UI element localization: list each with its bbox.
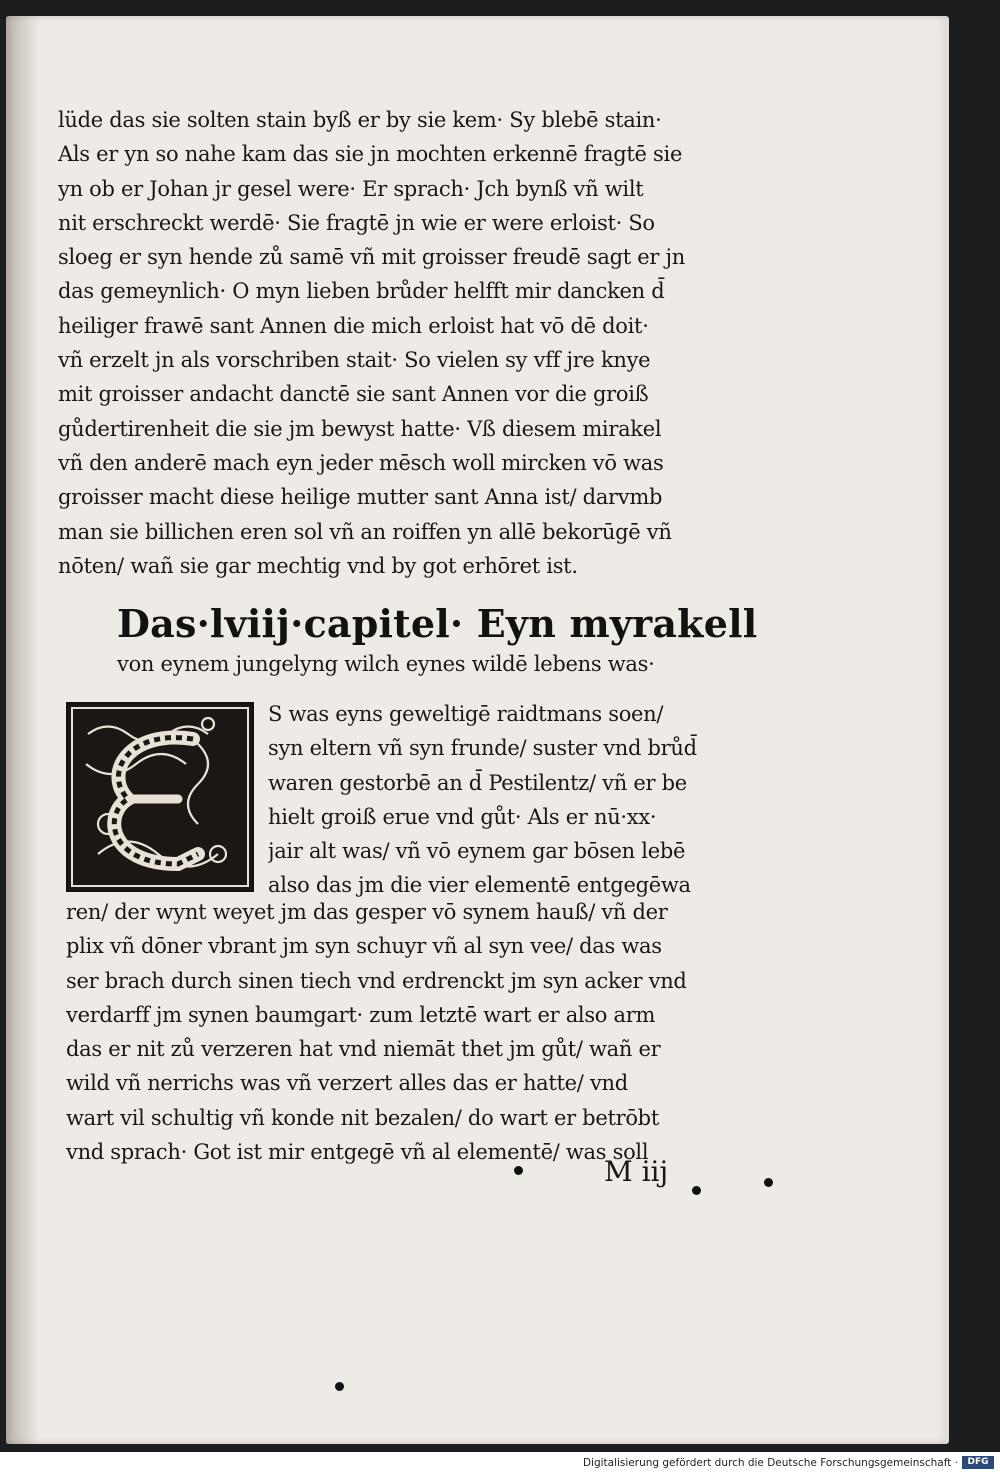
- top-text-block: [58, 103, 738, 583]
- text-line: S was eyns geweltigē raidtmans soen/: [268, 702, 664, 726]
- text-line: wild vñ nerrichs was vñ verzert alles das er hatte/ vnd: [66, 1071, 628, 1096]
- text-line: wart vil schultig vñ konde nit bezalen/ do wart er betrōbt: [66, 1105, 659, 1130]
- text-line: groisser macht diese heilige mutter sant Anna ist/ darvmb: [58, 485, 663, 510]
- text-line: lüde das sie solten stain byß er by sie kem· Sy blebē stain·: [58, 108, 662, 132]
- text-line: syn eltern vñ syn frunde/ suster vnd brůd̄: [268, 736, 697, 761]
- text-line: yn ob er Johan jr gesel were· Er sprach· Jch bynß vñ wilt: [58, 176, 644, 201]
- text-line: heiliger frawē sant Annen die mich erloist hat vō dē doit·: [58, 313, 649, 338]
- ink-dot-icon: [335, 1382, 344, 1391]
- ink-dot-icon: [692, 1186, 701, 1195]
- text-line: nit erschreckt werdē· Sie fragtē jn wie er were erloist· So: [58, 210, 655, 235]
- dfg-logo: DFG: [962, 1456, 994, 1469]
- decorated-initial-e-icon: [66, 702, 254, 892]
- text-line: ren/ der wynt weyet jm das gesper vō synem hauß/ vñ der: [66, 900, 668, 924]
- text-line: vnd sprach· Got ist mir entgegē vñ al elementē/ was soll: [66, 1140, 649, 1165]
- chapter-heading: Das·lviij·capitel· Eyn myrakell: [117, 601, 758, 646]
- text-line: Als er yn so nahe kam das sie jn mochten erkennē fragtē sie: [58, 142, 683, 167]
- text-line: mit groisser andacht danctē sie sant Annen vor die groiß: [58, 382, 649, 407]
- text-line: also das jm die vier elementē entgegēwa: [268, 873, 691, 898]
- indented-text-block: [268, 697, 748, 903]
- text-line: das er nit zů verzeren hat vnd niemāt thet jm gůt/ wañ er: [66, 1037, 661, 1062]
- text-line: man sie billichen eren sol vñ an roiffen yn allē bekorūgē vñ: [58, 519, 672, 544]
- ink-dot-icon: [514, 1166, 523, 1175]
- text-line: waren gestorbē an d̄ Pestilentz/ vñ er be: [268, 770, 687, 795]
- text-line: gůdertirenheit die sie jm bewyst hatte· Vß diesem mirakel: [58, 416, 662, 441]
- text-line: vñ erzelt jn als vorschriben stait· So vielen sy vff jre knye: [58, 348, 651, 373]
- footer-credit: Digitalisierung gefördert durch die Deutsche Forschungsgemeinschaft ·: [582, 1457, 958, 1469]
- text-line: jair alt was/ vñ vō eynem gar bōsen lebē: [268, 839, 686, 864]
- text-line: ser brach durch sinen tiech vnd erdrenckt jm syn acker vnd: [66, 968, 687, 993]
- text-line: sloeg er syn hende zů samē vñ mit groisser freudē sagt er jn: [58, 245, 685, 270]
- ink-dot-icon: [764, 1178, 773, 1187]
- signature-mark: M iij: [604, 1155, 669, 1188]
- text-line: das gemeynlich· O myn lieben brůder helfft mir dancken d̄: [58, 279, 665, 304]
- page-gutter-shadow: [6, 16, 40, 1444]
- chapter-subheading: von eynem jungelyng wilch eynes wildē lebens was·: [117, 652, 655, 676]
- text-line: vñ den anderē mach eyn jeder mēsch woll mircken vō was: [58, 450, 664, 475]
- full-width-text-block: [66, 895, 746, 1169]
- text-line: plix vñ dōner vbrant jm syn schuyr vñ al syn vee/ das was: [66, 934, 662, 959]
- text-line: hielt groiß erue vnd gůt· Als er nū·xx·: [268, 804, 657, 829]
- text-line: verdarff jm synen baumgart· zum letztē wart er also arm: [66, 1002, 656, 1027]
- text-line: nōten/ wañ sie gar mechtig vnd by got erhōret ist.: [58, 553, 578, 578]
